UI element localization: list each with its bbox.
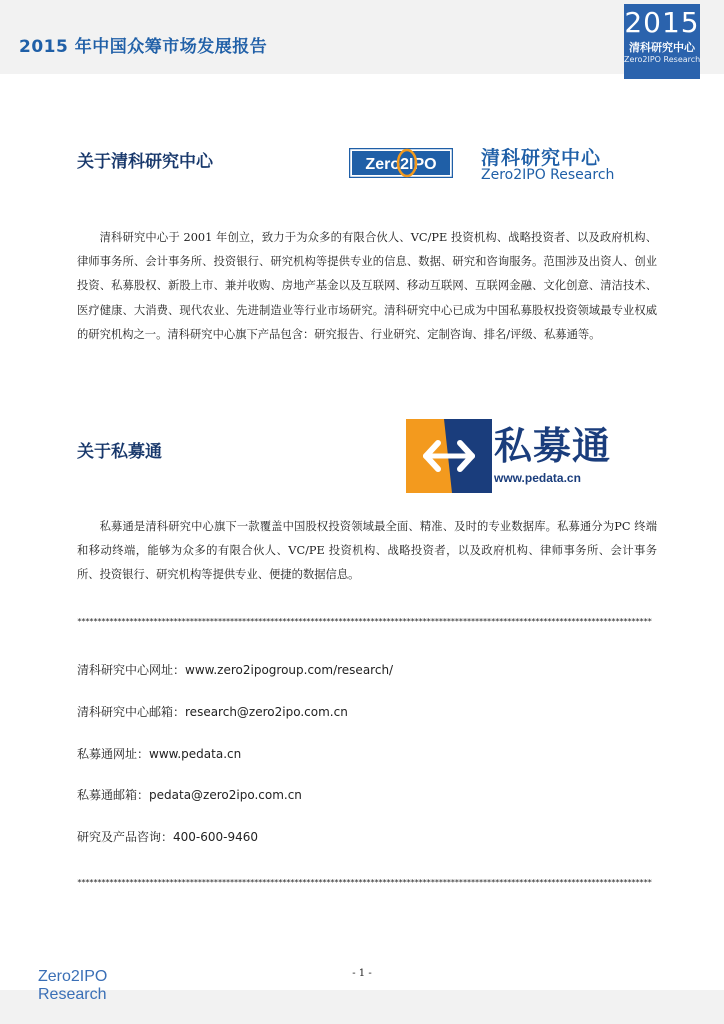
separator-top: *********************************************************************************************************************************************** (77, 617, 652, 626)
contact-label: 清科研究中心网址： (77, 663, 186, 677)
contact-research-email (77, 703, 348, 720)
contact-label: 私募通网址： (77, 747, 150, 761)
separator-bottom: *********************************************************************************************************************************************** (77, 878, 652, 887)
report-title: 2015 年中国众筹市场发展报告 (19, 37, 268, 57)
year-badge (624, 4, 700, 79)
contact-pedata-website (77, 745, 241, 762)
contact-value: 400-600-9460 (173, 830, 259, 844)
pedata-logo-url: www.pedata.cn (494, 471, 581, 485)
footer-logo-line2: Research (38, 986, 107, 1003)
zero2ipo-description: 清科研究中心于 2001 年创立，致力于为众多的有限合伙人、VC/PE 投资机构、战略投资者、以及政府机构、律师事务所、会计事务所、投资银行、研究机构等提供专业的信息、数据、研究和咨询服务。范围涉及出资人、创业投资、私募股权、新股上市、兼并收购、房地产基金以及互联网、移动互联网、互联网金融、文化创意、清洁技术、医疗健康、大消费、现代农业、先进制造业等行业市场研究。清科研究中心已成为中国私募股权投资领域最专业权威的研究机构之一。清科研究中心旗下产品包含：研究报告、行业研究、定制咨询、排名/评级、私募通等。 (77, 231, 657, 341)
contact-hotline (77, 828, 258, 845)
section-heading-zero2ipo: 关于清科研究中心 (77, 152, 213, 172)
badge-cn: 清科研究中心 (629, 41, 695, 54)
zero2ipo-logo-en: Zero2IPO Research (481, 167, 615, 183)
badge-year: 2015 (624, 6, 700, 39)
contact-value[interactable]: www.zero2ipogroup.com/research/ (185, 663, 394, 677)
pedata-description: 私募通是清科研究中心旗下一款覆盖中国股权投资领域最全面、精准、及时的专业数据库。私募通分为PC 终端 和移动终端，能够为众多的有限合伙人、VC/PE 投资机构、战略投资者，以及政府机构、律师事务所、会计事务所、投资银行、研究机构等提供专业、便捷的数据信息。 (77, 520, 657, 582)
contact-value[interactable]: www.pedata.cn (149, 747, 242, 761)
section-heading-pedata: 关于私募通 (77, 442, 162, 462)
pedata-logo-cn: 私募通 (494, 424, 612, 468)
contact-label: 研究及产品咨询： (77, 830, 174, 844)
contact-pedata-email (77, 786, 302, 803)
contact-value[interactable]: pedata@zero2ipo.com.cn (149, 788, 302, 802)
pedata-logo-icon (406, 419, 492, 493)
zero2ipo-logo-cn: 清科研究中心 (481, 147, 602, 169)
contact-label: 私募通邮箱： (77, 788, 150, 802)
contact-label: 清科研究中心邮箱： (77, 705, 186, 719)
badge-en: Zero2IPO Research (624, 55, 701, 64)
footer-logo-line1: Zero2IPO (38, 968, 108, 985)
page-number: - 1 - (352, 968, 372, 979)
zero2ipo-logo (349, 148, 453, 178)
contact-research-website (77, 661, 393, 678)
page-footer (0, 990, 724, 1024)
contact-value[interactable]: research@zero2ipo.com.cn (185, 705, 348, 719)
zero2ipo-wordmark: Zero2IPO (365, 156, 437, 173)
